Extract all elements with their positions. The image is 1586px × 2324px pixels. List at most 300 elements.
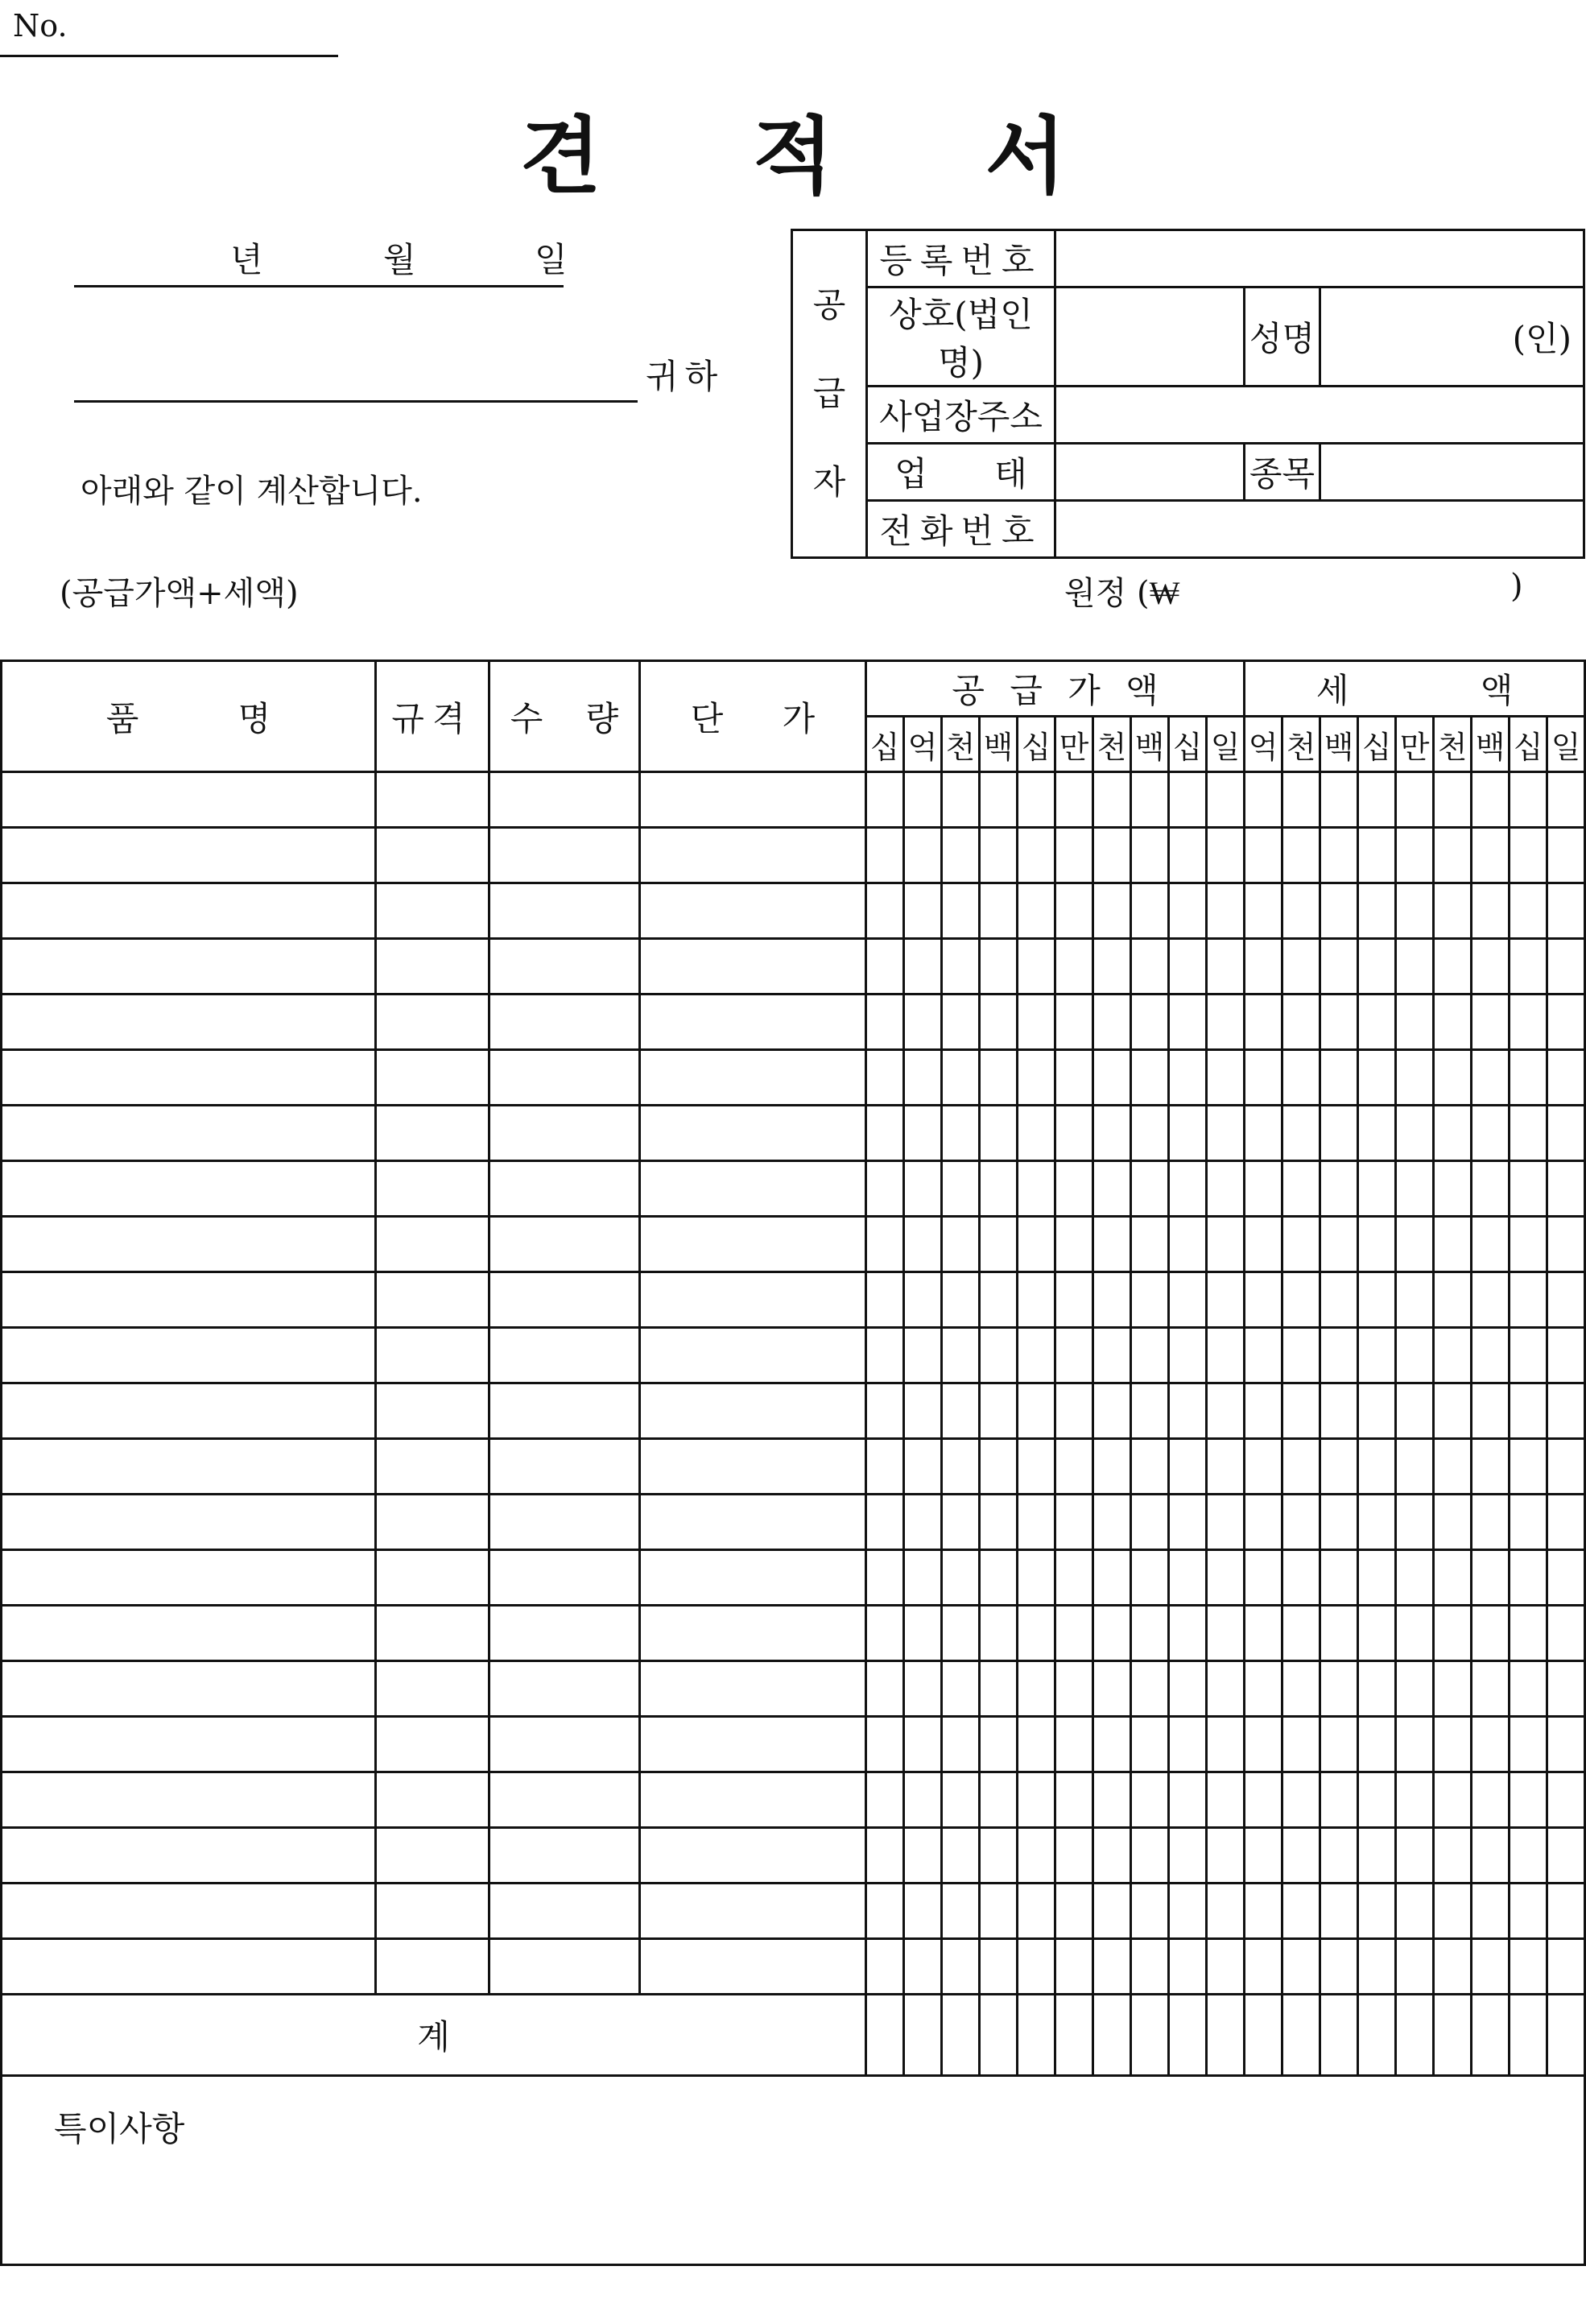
tax-digit-cell[interactable] [1434,1606,1472,1661]
spec-cell[interactable] [376,995,489,1050]
tax-digit-cell[interactable] [1472,1050,1510,1106]
supply-digit-cell[interactable] [904,1828,942,1884]
sum-supply-digit-cell[interactable] [1169,1995,1207,2076]
supply-digit-cell[interactable] [1131,1383,1169,1439]
tax-digit-cell[interactable] [1358,1106,1396,1161]
supply-digit-cell[interactable] [1093,883,1131,939]
supply-digit-cell[interactable] [1207,1884,1245,1939]
tax-digit-cell[interactable] [1282,772,1320,828]
supply-digit-cell[interactable] [1055,1828,1093,1884]
supply-digit-cell[interactable] [942,1217,980,1272]
tax-digit-cell[interactable] [1434,1495,1472,1550]
supply-digit-cell[interactable] [1055,1217,1093,1272]
supply-digit-cell[interactable] [1169,1217,1207,1272]
supply-digit-cell[interactable] [1131,995,1169,1050]
supply-digit-cell[interactable] [904,939,942,995]
tax-digit-cell[interactable] [1396,1661,1434,1717]
supply-digit-cell[interactable] [866,939,904,995]
tax-digit-cell[interactable] [1510,1661,1547,1717]
tax-digit-cell[interactable] [1472,1495,1510,1550]
tax-digit-cell[interactable] [1358,1050,1396,1106]
spec-cell[interactable] [376,1106,489,1161]
supply-digit-cell[interactable] [980,995,1018,1050]
tax-digit-cell[interactable] [1282,1050,1320,1106]
tax-digit-cell[interactable] [1547,939,1585,995]
tax-digit-cell[interactable] [1396,1328,1434,1383]
tax-digit-cell[interactable] [1434,883,1472,939]
supply-digit-cell[interactable] [1055,939,1093,995]
supply-digit-cell[interactable] [866,1050,904,1106]
tax-digit-cell[interactable] [1282,1550,1320,1606]
supply-digit-cell[interactable] [866,1106,904,1161]
supply-digit-cell[interactable] [1055,1050,1093,1106]
spec-cell[interactable] [376,1439,489,1495]
tax-digit-cell[interactable] [1320,939,1358,995]
tax-digit-cell[interactable] [1396,1106,1434,1161]
tax-digit-cell[interactable] [1282,1439,1320,1495]
item-cell[interactable] [2,1828,376,1884]
supply-digit-cell[interactable] [904,1661,942,1717]
unit-price-cell[interactable] [640,1717,866,1772]
item-cell[interactable] [2,1217,376,1272]
tax-digit-cell[interactable] [1245,995,1282,1050]
tax-digit-cell[interactable] [1510,1106,1547,1161]
supply-digit-cell[interactable] [866,1161,904,1217]
tax-digit-cell[interactable] [1547,1661,1585,1717]
unit-price-cell[interactable] [640,1606,866,1661]
tax-digit-cell[interactable] [1472,1161,1510,1217]
supply-digit-cell[interactable] [1018,1328,1055,1383]
tax-digit-cell[interactable] [1472,1828,1510,1884]
tax-digit-cell[interactable] [1245,1217,1282,1272]
supply-digit-cell[interactable] [866,1439,904,1495]
supply-digit-cell[interactable] [1131,1661,1169,1717]
qty-cell[interactable] [489,1106,640,1161]
tax-digit-cell[interactable] [1434,1161,1472,1217]
tax-digit-cell[interactable] [1547,772,1585,828]
supply-digit-cell[interactable] [904,1106,942,1161]
supply-digit-cell[interactable] [980,1550,1018,1606]
supply-digit-cell[interactable] [942,883,980,939]
tax-digit-cell[interactable] [1320,1495,1358,1550]
tax-digit-cell[interactable] [1245,772,1282,828]
supply-digit-cell[interactable] [1093,1884,1131,1939]
tax-digit-cell[interactable] [1282,939,1320,995]
supply-digit-cell[interactable] [1169,1939,1207,1995]
tax-digit-cell[interactable] [1510,1939,1547,1995]
registration-field[interactable] [1055,230,1584,287]
supply-digit-cell[interactable] [942,1106,980,1161]
tax-digit-cell[interactable] [1358,1272,1396,1328]
tax-digit-cell[interactable] [1510,1161,1547,1217]
supply-digit-cell[interactable] [1131,1550,1169,1606]
supply-digit-cell[interactable] [1093,1661,1131,1717]
spec-cell[interactable] [376,1717,489,1772]
supply-digit-cell[interactable] [1093,1383,1131,1439]
supply-digit-cell[interactable] [1055,1272,1093,1328]
supply-digit-cell[interactable] [1093,1106,1131,1161]
unit-price-cell[interactable] [640,772,866,828]
tax-digit-cell[interactable] [1434,1439,1472,1495]
tax-digit-cell[interactable] [1320,1884,1358,1939]
tax-digit-cell[interactable] [1396,1717,1434,1772]
tax-digit-cell[interactable] [1282,883,1320,939]
spec-cell[interactable] [376,1772,489,1828]
unit-price-cell[interactable] [640,939,866,995]
supply-digit-cell[interactable] [1169,1272,1207,1328]
supply-digit-cell[interactable] [1018,1661,1055,1717]
sum-supply-digit-cell[interactable] [1207,1995,1245,2076]
supply-digit-cell[interactable] [980,1217,1018,1272]
supply-digit-cell[interactable] [866,1717,904,1772]
tax-digit-cell[interactable] [1282,1884,1320,1939]
unit-price-cell[interactable] [640,1217,866,1272]
supply-digit-cell[interactable] [1131,1161,1169,1217]
recipient-name-field[interactable] [74,400,638,403]
unit-price-cell[interactable] [640,995,866,1050]
supply-digit-cell[interactable] [1169,1161,1207,1217]
tax-digit-cell[interactable] [1320,1939,1358,1995]
tax-digit-cell[interactable] [1472,939,1510,995]
sum-supply-digit-cell[interactable] [1055,1995,1093,2076]
supply-digit-cell[interactable] [1207,883,1245,939]
name-field[interactable] [1320,287,1584,387]
supply-digit-cell[interactable] [1055,1106,1093,1161]
supply-digit-cell[interactable] [1207,1772,1245,1828]
tax-digit-cell[interactable] [1320,1828,1358,1884]
supply-digit-cell[interactable] [1018,1606,1055,1661]
tax-digit-cell[interactable] [1510,995,1547,1050]
supply-digit-cell[interactable] [904,1495,942,1550]
tax-digit-cell[interactable] [1358,1217,1396,1272]
tax-digit-cell[interactable] [1245,1661,1282,1717]
supply-digit-cell[interactable] [1207,1106,1245,1161]
tax-digit-cell[interactable] [1510,1828,1547,1884]
supply-digit-cell[interactable] [1169,1383,1207,1439]
tax-digit-cell[interactable] [1320,1439,1358,1495]
tax-digit-cell[interactable] [1396,1217,1434,1272]
supply-digit-cell[interactable] [1131,1328,1169,1383]
sum-supply-digit-cell[interactable] [1131,1995,1169,2076]
supply-digit-cell[interactable] [942,1772,980,1828]
sum-supply-digit-cell[interactable] [866,1995,904,2076]
spec-cell[interactable] [376,772,489,828]
tax-digit-cell[interactable] [1245,1495,1282,1550]
tax-digit-cell[interactable] [1434,1661,1472,1717]
tax-digit-cell[interactable] [1472,883,1510,939]
supply-digit-cell[interactable] [1169,1828,1207,1884]
supply-digit-cell[interactable] [1018,1550,1055,1606]
supply-digit-cell[interactable] [1131,1106,1169,1161]
unit-price-cell[interactable] [640,883,866,939]
tax-digit-cell[interactable] [1396,828,1434,883]
supply-digit-cell[interactable] [1207,1828,1245,1884]
supply-digit-cell[interactable] [1055,995,1093,1050]
supply-digit-cell[interactable] [1093,828,1131,883]
tax-digit-cell[interactable] [1547,1495,1585,1550]
tax-digit-cell[interactable] [1434,1217,1472,1272]
spec-cell[interactable] [376,1606,489,1661]
supply-digit-cell[interactable] [1093,995,1131,1050]
supply-digit-cell[interactable] [1131,1717,1169,1772]
supply-digit-cell[interactable] [904,1939,942,1995]
sum-tax-digit-cell[interactable] [1396,1995,1434,2076]
supply-digit-cell[interactable] [1169,1106,1207,1161]
qty-cell[interactable] [489,1828,640,1884]
tax-digit-cell[interactable] [1245,1772,1282,1828]
supply-digit-cell[interactable] [866,1495,904,1550]
tax-digit-cell[interactable] [1510,1328,1547,1383]
supply-digit-cell[interactable] [904,772,942,828]
supply-digit-cell[interactable] [942,1828,980,1884]
supply-digit-cell[interactable] [942,1161,980,1217]
supply-digit-cell[interactable] [1055,1550,1093,1606]
supply-digit-cell[interactable] [1018,1717,1055,1772]
supply-digit-cell[interactable] [1169,1439,1207,1495]
supply-digit-cell[interactable] [1169,1661,1207,1717]
supply-digit-cell[interactable] [980,1717,1018,1772]
supply-digit-cell[interactable] [1169,1495,1207,1550]
supply-digit-cell[interactable] [1093,1495,1131,1550]
tax-digit-cell[interactable] [1245,1606,1282,1661]
tax-digit-cell[interactable] [1547,1217,1585,1272]
item-cell[interactable] [2,1106,376,1161]
sum-tax-digit-cell[interactable] [1510,1995,1547,2076]
tax-digit-cell[interactable] [1282,995,1320,1050]
supply-digit-cell[interactable] [866,828,904,883]
tax-digit-cell[interactable] [1396,995,1434,1050]
tax-digit-cell[interactable] [1472,828,1510,883]
tax-digit-cell[interactable] [1358,1161,1396,1217]
supply-digit-cell[interactable] [942,1606,980,1661]
tax-digit-cell[interactable] [1282,828,1320,883]
supply-digit-cell[interactable] [1169,1717,1207,1772]
tax-digit-cell[interactable] [1547,1884,1585,1939]
unit-price-cell[interactable] [640,1439,866,1495]
business-item-field[interactable] [1320,444,1584,501]
tax-digit-cell[interactable] [1510,1272,1547,1328]
tax-digit-cell[interactable] [1245,1884,1282,1939]
supply-digit-cell[interactable] [1131,1495,1169,1550]
supply-digit-cell[interactable] [1131,1050,1169,1106]
tax-digit-cell[interactable] [1396,883,1434,939]
spec-cell[interactable] [376,1828,489,1884]
supply-digit-cell[interactable] [1131,1772,1169,1828]
qty-cell[interactable] [489,995,640,1050]
qty-cell[interactable] [489,1050,640,1106]
tax-digit-cell[interactable] [1358,1606,1396,1661]
qty-cell[interactable] [489,1939,640,1995]
supply-digit-cell[interactable] [1018,1828,1055,1884]
supply-digit-cell[interactable] [866,1939,904,1995]
supply-digit-cell[interactable] [866,1772,904,1828]
qty-cell[interactable] [489,1884,640,1939]
item-cell[interactable] [2,883,376,939]
item-cell[interactable] [2,772,376,828]
tax-digit-cell[interactable] [1245,1161,1282,1217]
tax-digit-cell[interactable] [1510,883,1547,939]
tax-digit-cell[interactable] [1434,828,1472,883]
spec-cell[interactable] [376,1328,489,1383]
tax-digit-cell[interactable] [1358,1884,1396,1939]
spec-cell[interactable] [376,1884,489,1939]
item-cell[interactable] [2,1550,376,1606]
tax-digit-cell[interactable] [1358,1550,1396,1606]
spec-cell[interactable] [376,1050,489,1106]
supply-digit-cell[interactable] [1018,1939,1055,1995]
tax-digit-cell[interactable] [1320,1106,1358,1161]
supply-digit-cell[interactable] [1093,939,1131,995]
supply-digit-cell[interactable] [1131,828,1169,883]
supply-digit-cell[interactable] [904,1772,942,1828]
tax-digit-cell[interactable] [1472,1383,1510,1439]
supply-digit-cell[interactable] [904,1606,942,1661]
tax-digit-cell[interactable] [1396,1550,1434,1606]
tax-digit-cell[interactable] [1358,883,1396,939]
tax-digit-cell[interactable] [1358,1828,1396,1884]
tax-digit-cell[interactable] [1358,1717,1396,1772]
tax-digit-cell[interactable] [1434,1939,1472,1995]
supply-digit-cell[interactable] [942,1272,980,1328]
tax-digit-cell[interactable] [1320,1717,1358,1772]
tax-digit-cell[interactable] [1396,1495,1434,1550]
supply-digit-cell[interactable] [1018,1106,1055,1161]
qty-cell[interactable] [489,1606,640,1661]
supply-digit-cell[interactable] [1093,772,1131,828]
supply-digit-cell[interactable] [866,1217,904,1272]
tax-digit-cell[interactable] [1245,1050,1282,1106]
supply-digit-cell[interactable] [1018,1439,1055,1495]
supply-digit-cell[interactable] [1207,1439,1245,1495]
tax-digit-cell[interactable] [1434,1272,1472,1328]
tax-digit-cell[interactable] [1547,828,1585,883]
supply-digit-cell[interactable] [1093,1272,1131,1328]
address-field[interactable] [1055,387,1584,444]
supply-digit-cell[interactable] [904,883,942,939]
tax-digit-cell[interactable] [1547,1050,1585,1106]
tax-digit-cell[interactable] [1282,1661,1320,1717]
tax-digit-cell[interactable] [1282,1217,1320,1272]
supply-digit-cell[interactable] [1055,1328,1093,1383]
supply-digit-cell[interactable] [942,1439,980,1495]
sum-tax-digit-cell[interactable] [1472,1995,1510,2076]
unit-price-cell[interactable] [640,1884,866,1939]
tax-digit-cell[interactable] [1434,1106,1472,1161]
supply-digit-cell[interactable] [942,1884,980,1939]
supply-digit-cell[interactable] [1055,828,1093,883]
supply-digit-cell[interactable] [1207,995,1245,1050]
tax-digit-cell[interactable] [1245,883,1282,939]
unit-price-cell[interactable] [640,1772,866,1828]
supply-digit-cell[interactable] [1055,883,1093,939]
qty-cell[interactable] [489,939,640,995]
tax-digit-cell[interactable] [1472,1106,1510,1161]
tax-digit-cell[interactable] [1472,995,1510,1050]
item-cell[interactable] [2,1772,376,1828]
supply-digit-cell[interactable] [980,1661,1018,1717]
unit-price-cell[interactable] [640,1939,866,1995]
tax-digit-cell[interactable] [1547,1328,1585,1383]
item-cell[interactable] [2,1272,376,1328]
tax-digit-cell[interactable] [1510,939,1547,995]
qty-cell[interactable] [489,772,640,828]
tax-digit-cell[interactable] [1320,1661,1358,1717]
tax-digit-cell[interactable] [1472,772,1510,828]
tax-digit-cell[interactable] [1320,1161,1358,1217]
tax-digit-cell[interactable] [1510,1495,1547,1550]
tax-digit-cell[interactable] [1547,1439,1585,1495]
item-cell[interactable] [2,1661,376,1717]
supply-digit-cell[interactable] [1207,1661,1245,1717]
supply-digit-cell[interactable] [866,772,904,828]
supply-digit-cell[interactable] [1093,1161,1131,1217]
supply-digit-cell[interactable] [1018,995,1055,1050]
supply-digit-cell[interactable] [1207,1050,1245,1106]
supply-digit-cell[interactable] [980,1161,1018,1217]
tax-digit-cell[interactable] [1434,1550,1472,1606]
tax-digit-cell[interactable] [1472,1328,1510,1383]
tax-digit-cell[interactable] [1358,1439,1396,1495]
tax-digit-cell[interactable] [1547,1772,1585,1828]
unit-price-cell[interactable] [640,1661,866,1717]
qty-cell[interactable] [489,1550,640,1606]
tax-digit-cell[interactable] [1510,1439,1547,1495]
item-cell[interactable] [2,1495,376,1550]
supply-digit-cell[interactable] [1207,1606,1245,1661]
supply-digit-cell[interactable] [980,772,1018,828]
tax-digit-cell[interactable] [1320,883,1358,939]
supply-digit-cell[interactable] [1169,995,1207,1050]
business-type-field[interactable] [1055,444,1245,501]
tax-digit-cell[interactable] [1434,1383,1472,1439]
supply-digit-cell[interactable] [980,1772,1018,1828]
qty-cell[interactable] [489,1661,640,1717]
supply-digit-cell[interactable] [980,1272,1018,1328]
supply-digit-cell[interactable] [1055,1606,1093,1661]
supply-digit-cell[interactable] [904,1717,942,1772]
supply-digit-cell[interactable] [942,1661,980,1717]
supply-digit-cell[interactable] [1207,772,1245,828]
tax-digit-cell[interactable] [1510,1606,1547,1661]
supply-digit-cell[interactable] [980,1106,1018,1161]
item-cell[interactable] [2,995,376,1050]
supply-digit-cell[interactable] [1207,1717,1245,1772]
tax-digit-cell[interactable] [1510,828,1547,883]
supply-digit-cell[interactable] [1055,1439,1093,1495]
supply-digit-cell[interactable] [1169,1884,1207,1939]
supply-digit-cell[interactable] [866,1272,904,1328]
supply-digit-cell[interactable] [1018,1050,1055,1106]
supply-digit-cell[interactable] [1131,1217,1169,1272]
tax-digit-cell[interactable] [1396,1383,1434,1439]
tax-digit-cell[interactable] [1282,1272,1320,1328]
tax-digit-cell[interactable] [1320,1606,1358,1661]
tax-digit-cell[interactable] [1245,939,1282,995]
tax-digit-cell[interactable] [1396,772,1434,828]
sum-tax-digit-cell[interactable] [1282,1995,1320,2076]
supply-digit-cell[interactable] [980,1884,1018,1939]
tax-digit-cell[interactable] [1320,828,1358,883]
tax-digit-cell[interactable] [1547,1939,1585,1995]
tax-digit-cell[interactable] [1396,1050,1434,1106]
tax-digit-cell[interactable] [1510,1772,1547,1828]
item-cell[interactable] [2,1884,376,1939]
unit-price-cell[interactable] [640,1328,866,1383]
supply-digit-cell[interactable] [866,995,904,1050]
tax-digit-cell[interactable] [1358,1772,1396,1828]
tax-digit-cell[interactable] [1472,1772,1510,1828]
qty-cell[interactable] [489,1717,640,1772]
